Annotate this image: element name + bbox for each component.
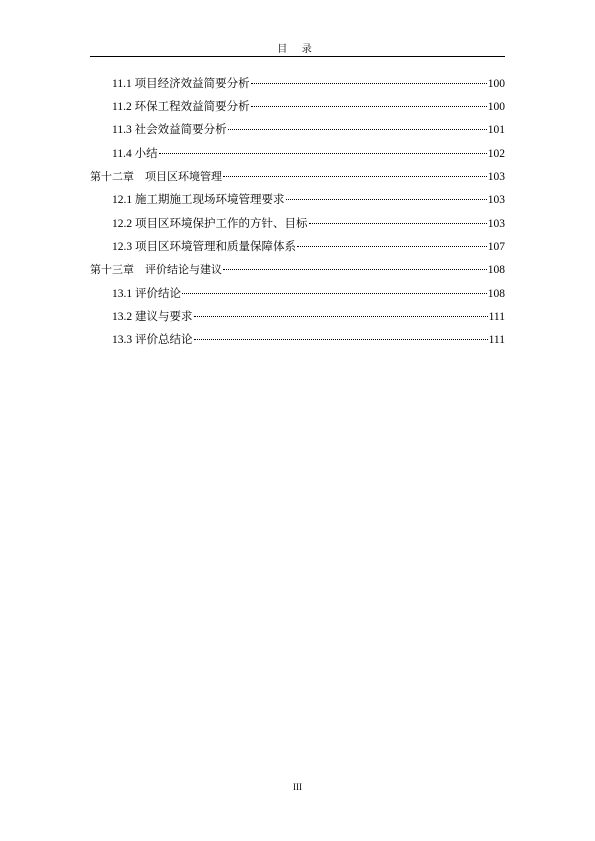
toc-entry-page: 100 (487, 101, 505, 113)
toc-entry-title: 11.2 环保工程效益简要分析 (112, 101, 250, 113)
toc-leader-dots (309, 223, 487, 224)
page-number-footer: III (293, 782, 302, 792)
toc-entry[interactable] (112, 239, 505, 255)
toc-leader-dots (251, 83, 487, 84)
toc-entry-title: 11.3 社会效益简要分析 (112, 124, 227, 136)
toc-entry[interactable] (112, 122, 505, 138)
toc-leader-dots (159, 153, 487, 154)
toc-entry-page: 101 (487, 124, 505, 136)
toc-entry-title: 13.1 评价结论 (112, 288, 181, 300)
toc-entry-title: 11.4 小结 (112, 148, 158, 160)
toc-entry-page: 111 (488, 334, 505, 346)
toc-entry[interactable] (112, 146, 505, 162)
toc-entry[interactable] (112, 99, 505, 115)
toc-leader-dots (228, 129, 487, 130)
toc-entry-title: 第十三章 评价结论与建议 (90, 264, 222, 276)
toc-entry[interactable] (112, 216, 505, 232)
toc-entry[interactable] (112, 286, 505, 302)
toc-leader-dots (223, 269, 487, 270)
toc-leader-dots (182, 293, 487, 294)
toc-leader-dots (251, 106, 487, 107)
toc-leader-dots (297, 246, 487, 247)
toc-entry-title: 13.3 评价总结论 (112, 334, 193, 346)
toc-entry[interactable] (112, 192, 505, 208)
toc-entry-page: 103 (487, 171, 505, 183)
toc-entry-title: 12.3 项目区环境管理和质量保障体系 (112, 241, 296, 253)
toc-leader-dots (286, 199, 487, 200)
toc-entry-page: 102 (487, 148, 505, 160)
toc-entry[interactable] (112, 76, 505, 92)
page-header-title: 目 录 (277, 44, 318, 55)
toc-entry-title: 第十二章 项目区环境管理 (90, 171, 222, 183)
toc-leader-dots (223, 176, 487, 177)
toc-entry-title: 13.2 建议与要求 (112, 311, 193, 323)
toc-entry[interactable] (112, 332, 505, 348)
toc-entry-page: 103 (487, 194, 505, 206)
toc-entry[interactable] (112, 309, 505, 325)
toc-entry-page: 100 (487, 78, 505, 90)
toc-entry-page: 108 (487, 264, 505, 276)
toc-leader-dots (194, 339, 488, 340)
toc-entry-title: 12.2 项目区环境保护工作的方针、目标 (112, 218, 308, 230)
toc-leader-dots (194, 316, 488, 317)
toc-entry-page: 111 (488, 311, 505, 323)
toc-entry-title: 11.1 项目经济效益简要分析 (112, 78, 250, 90)
toc-entry-page: 103 (487, 218, 505, 230)
toc-entry-page: 108 (487, 288, 505, 300)
toc-entry-page: 107 (487, 241, 505, 253)
header-divider (90, 56, 505, 57)
toc-chapter-entry[interactable] (90, 262, 505, 278)
toc-chapter-entry[interactable] (90, 169, 505, 185)
toc-entry-title: 12.1 施工期施工现场环境管理要求 (112, 194, 285, 206)
